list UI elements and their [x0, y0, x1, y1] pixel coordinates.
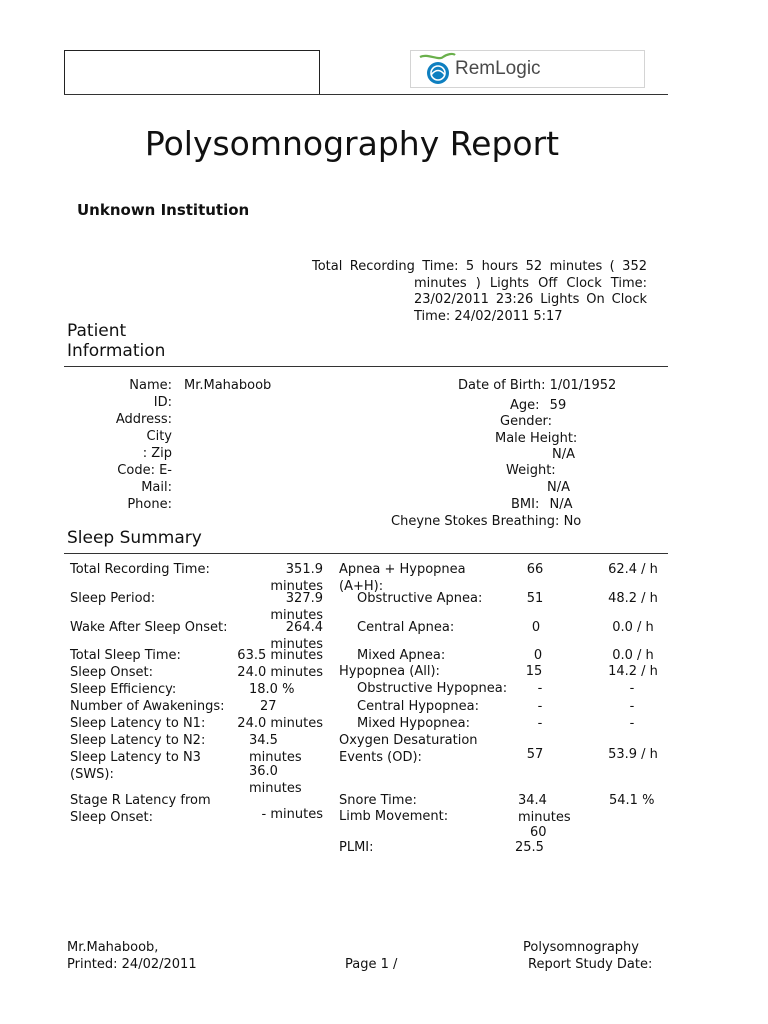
ss-rate-central-apnea: 0.0 / h	[612, 620, 654, 635]
ss-rate-obstructive-hypopnea: -	[629, 681, 635, 696]
ss-label-awakenings: Number of Awakenings:	[70, 699, 225, 714]
ss-value-awakenings: 27	[260, 699, 277, 714]
dob-field	[458, 377, 616, 394]
ss-label-latency-n3	[70, 749, 201, 783]
ss-count-obstructive-hypopnea: -	[537, 681, 543, 696]
ss-label-waso: Wake After Sleep Onset:	[70, 620, 228, 635]
ss-count-obstructive-apnea: 51	[526, 591, 544, 606]
ss-count-oxygen-desaturation: 57	[526, 747, 544, 762]
label-mail: Mail:	[141, 480, 172, 495]
ss-rate-snore-time: 54.1 %	[609, 793, 655, 808]
ss-value-trt-line1: 351.9	[285, 562, 323, 577]
gender-height-field	[495, 430, 577, 447]
footer-study-date-label: Report Study Date:	[528, 957, 653, 972]
remlogic-logo	[410, 50, 645, 88]
header-blank-box	[64, 50, 320, 95]
ss-count-snore-line2: minutes	[518, 810, 571, 825]
ss-value-n3-line2: minutes	[249, 781, 302, 796]
ss-label-sleep-efficiency: Sleep Efficiency:	[70, 682, 177, 697]
ss-value-total-sleep-time: 63.5 minutes	[237, 648, 323, 663]
age-label: Age:	[510, 398, 540, 413]
ss-value-waso-line2: minutes	[270, 637, 323, 652]
gender-value: Male	[495, 431, 526, 446]
footer-study-info	[523, 939, 652, 973]
ss-value-latency-n2	[249, 732, 302, 766]
ss-label-sleep-period: Sleep Period:	[70, 591, 156, 606]
ss-rate-mixed-apnea: 0.0 / h	[612, 648, 654, 663]
height-value: N/A	[552, 447, 575, 462]
ss-label-mixed-hypopnea: Mixed Hypopnea:	[357, 716, 471, 731]
ss-value-sleep-onset: 24.0 minutes	[237, 665, 323, 680]
ss-count-mixed-apnea: 0	[533, 648, 543, 663]
ss-label-limb-movement: Limb Movement:	[339, 809, 449, 824]
sleep-summary-divider	[64, 553, 668, 554]
age-value: 59	[549, 398, 567, 413]
label-phone: Phone:	[127, 497, 172, 512]
patient-divider	[64, 366, 668, 367]
ss-label-hypopnea-all: Hypopnea (All):	[339, 664, 440, 679]
ss-label-total-recording-time: Total Recording Time:	[70, 562, 210, 577]
ss-label-ahi-line2: (A+H):	[339, 579, 384, 594]
ss-label-central-apnea: Central Apnea:	[357, 620, 455, 635]
ss-label-stage-r-latency	[70, 792, 211, 826]
ss-label-od-line2: Events (OD):	[339, 750, 422, 765]
dob-value: 1/01/1952	[549, 378, 617, 393]
ss-count-plmi: 25.5	[515, 840, 544, 855]
recording-info-line1: Total Recording Time: 5 hours 52 minutes ( 352	[312, 259, 647, 274]
ss-label-plmi: PLMI:	[339, 840, 374, 855]
ss-value-n2-line2: minutes	[249, 750, 302, 765]
ss-label-snore-time: Snore Time:	[339, 793, 417, 808]
recording-info-line3: 23/02/2011 23:26 Lights On Clock	[414, 292, 647, 307]
ss-rate-central-hypopnea: -	[629, 699, 635, 714]
sleep-summary-heading: Sleep Summary	[67, 528, 202, 548]
ss-count-hypopnea-all: 15	[525, 664, 543, 679]
ss-count-snore-time	[518, 792, 571, 826]
ss-rate-mixed-hypopnea: -	[629, 716, 635, 731]
ss-rate-hypopnea-all: 14.2 / h	[608, 664, 658, 679]
weight-value: N/A	[547, 480, 570, 495]
ss-value-sp-line2: minutes	[270, 608, 323, 623]
patient-heading-line1: Patient	[67, 321, 127, 341]
footer-report-title: Polysomnography	[523, 940, 639, 955]
ss-count-ahi: 66	[526, 562, 544, 577]
bmi-value: N/A	[549, 497, 573, 512]
label-zip: : Zip	[142, 446, 172, 461]
ss-value-sp-line1: 327.9	[285, 591, 323, 606]
cheyne-label: Cheyne Stokes Breathing:	[391, 514, 560, 529]
ss-value-n2-line1: 34.5	[249, 733, 278, 748]
recording-info-line2: minutes ) Lights Off Clock Time:	[414, 275, 647, 291]
ss-count-snore-line1: 34.4	[518, 793, 547, 808]
footer-page-number: Page 1 /	[345, 957, 398, 972]
footer-printed-date: Printed: 24/02/2011	[67, 957, 197, 972]
patient-name-value: Mr.Mahaboob	[184, 378, 272, 393]
ss-rate-obstructive-apnea: 48.2 / h	[608, 591, 658, 606]
ss-label-total-sleep-time: Total Sleep Time:	[70, 648, 181, 663]
ss-rate-ahi: 62.4 / h	[608, 562, 658, 577]
institution-name: Unknown Institution	[77, 201, 250, 219]
ss-value-sleep-efficiency: 18.0 %	[249, 682, 295, 697]
ss-label-latency-n3-line1: Sleep Latency to N3	[70, 750, 201, 765]
ss-label-stage-r-line1: Stage R Latency from	[70, 793, 211, 808]
ss-count-limb-movement: 60	[530, 825, 547, 840]
ss-value-waso-line1: 264.4	[285, 620, 323, 635]
footer-patient-name: Mr.Mahaboob,	[67, 940, 159, 955]
patient-info-heading	[67, 321, 165, 361]
label-id: ID:	[153, 395, 172, 410]
ss-label-latency-n3-line2: (SWS):	[70, 767, 114, 782]
label-name: Name:	[129, 378, 172, 393]
ss-label-obstructive-apnea: Obstructive Apnea:	[357, 591, 483, 606]
label-city: City	[146, 429, 172, 444]
recording-info-line4: Time: 24/02/2011 5:17	[414, 308, 563, 324]
remlogic-logo-icon	[417, 51, 457, 89]
dob-label: Date of Birth:	[458, 378, 546, 393]
patient-left-labels	[90, 377, 172, 513]
ss-label-stage-r-line2: Sleep Onset:	[70, 810, 153, 825]
label-code-email: Code: E-	[117, 463, 172, 478]
header-divider	[64, 94, 668, 95]
ss-label-obstructive-hypopnea: Obstructive Hypopnea:	[357, 681, 508, 696]
cheyne-stokes-field	[391, 513, 581, 530]
weight-label: Weight:	[506, 463, 556, 478]
patient-heading-line2: Information	[67, 341, 166, 361]
label-address: Address:	[115, 412, 172, 427]
page-title: Polysomnography Report	[144, 124, 560, 163]
ss-rate-oxygen-desaturation: 53.9 / h	[608, 747, 658, 762]
bmi-field	[511, 496, 573, 513]
ss-value-stage-r-latency: - minutes	[261, 807, 323, 822]
recording-info	[312, 259, 647, 325]
logo-text: RemLogic	[455, 58, 541, 79]
cheyne-value: No	[563, 514, 582, 529]
ss-value-trt-line2: minutes	[270, 579, 323, 594]
ss-label-ahi-line1: Apnea + Hypopnea	[339, 562, 466, 577]
ss-label-latency-n1: Sleep Latency to N1:	[70, 716, 206, 731]
ss-label-sleep-onset: Sleep Onset:	[70, 665, 153, 680]
ss-label-central-hypopnea: Central Hypopnea:	[357, 699, 479, 714]
footer-patient	[67, 939, 197, 973]
ss-label-oxygen-desaturation	[339, 732, 478, 766]
ss-value-latency-n1: 24.0 minutes	[237, 716, 323, 731]
ss-value-n3-line1: 36.0	[249, 764, 278, 779]
bmi-label: BMI:	[511, 497, 540, 512]
ss-value-latency-n3	[249, 763, 302, 797]
height-label: Height:	[529, 431, 578, 446]
ss-label-latency-n2: Sleep Latency to N2:	[70, 733, 206, 748]
ss-label-od-line1: Oxygen Desaturation	[339, 733, 478, 748]
gender-label: Gender:	[500, 414, 553, 429]
ss-label-mixed-apnea: Mixed Apnea:	[357, 648, 446, 663]
age-field	[510, 397, 566, 414]
ss-count-mixed-hypopnea: -	[537, 716, 543, 731]
ss-count-central-apnea: 0	[531, 620, 541, 635]
ss-count-central-hypopnea: -	[537, 699, 543, 714]
